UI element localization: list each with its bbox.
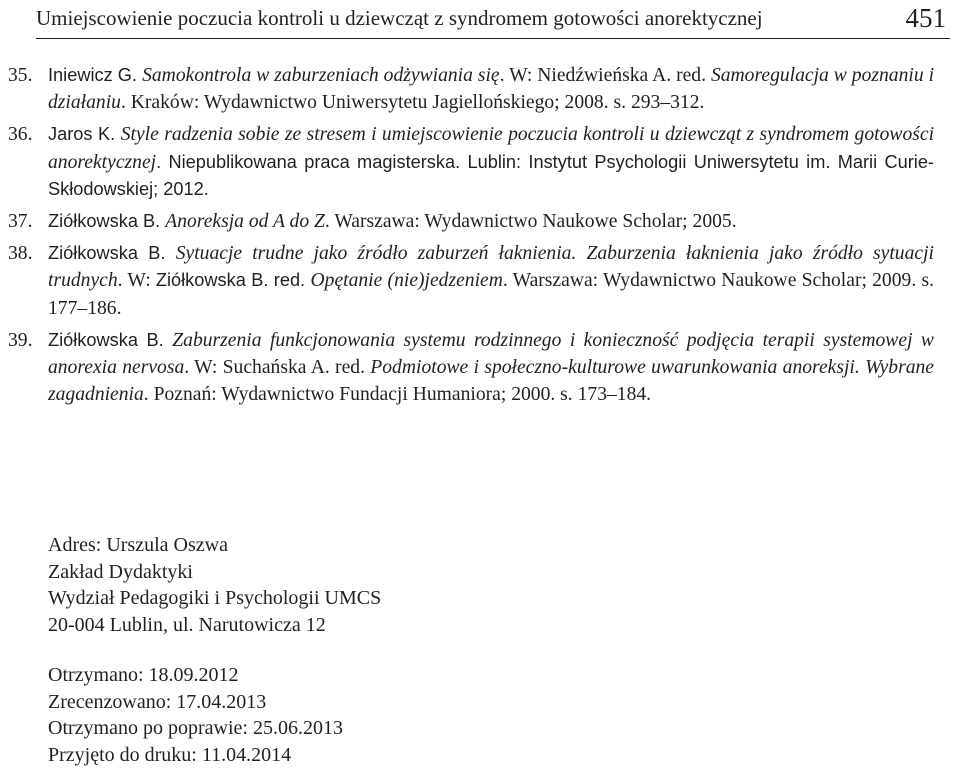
address-line: Zakład Dydaktyki bbox=[48, 560, 193, 583]
reference-text: . W: bbox=[117, 270, 156, 292]
reference-item bbox=[0, 240, 934, 322]
address-line: Wydział Pedagogiki i Psychologii UMCS bbox=[48, 587, 382, 609]
address-line: 20-004 Lublin, ul. Narutowicza 12 bbox=[48, 613, 326, 636]
reference-number: 36. bbox=[8, 124, 33, 146]
reference-item bbox=[0, 62, 934, 116]
reference-number: 35. bbox=[8, 65, 33, 86]
reference-author: Iniewicz G. bbox=[48, 65, 143, 85]
running-title: Umiejscowienie poczucia kontroli u dziewcząt z syndromem gotowości anorektycznej bbox=[36, 6, 763, 30]
reference-title: Podmiotowe i społeczno-kulturowe uwarunkowania anoreksji. Wybrane zagadnienia bbox=[48, 357, 935, 406]
date-revised: Otrzymano po poprawie: 25.06.2013 bbox=[48, 717, 343, 739]
reference-number: 38. bbox=[8, 243, 33, 265]
reference-title: Samoregulacja w poznaniu i działaniu bbox=[48, 65, 935, 114]
reference-text: . Niepublikowana praca magisterska. Lublin: Instytut Psychologii Uniwersytetu im. Marii Curie-Skłodowskiej; 2012. bbox=[48, 151, 934, 199]
reference-list bbox=[0, 62, 960, 413]
reference-text: . Poznań: Wydawnictwo Fundacji Humaniora; 2000. s. 173–184. bbox=[143, 384, 652, 406]
date-reviewed: Zrecenzowano: 17.04.2013 bbox=[48, 690, 267, 713]
reference-item bbox=[0, 327, 934, 409]
reference-text: Ziółkowska B. red. bbox=[155, 270, 311, 291]
reference-text: . Kraków: Wydawnictwo Uniwersytetu Jagiellońskiego; 2008. s. 293–312. bbox=[120, 92, 705, 114]
publication-dates bbox=[48, 662, 343, 768]
address-line: Adres: Urszula Oszwa bbox=[48, 534, 228, 556]
reference-title: Samokontrola w zaburzeniach odżywiania się bbox=[142, 65, 500, 86]
reference-text: . Warszawa: Wydawnictwo Naukowe Scholar; 2005. bbox=[324, 211, 737, 233]
date-accepted: Przyjęto do druku: 11.04.2014 bbox=[48, 743, 292, 766]
reference-text: . W: Niedźwieńska A. red. bbox=[499, 65, 711, 86]
page-header bbox=[36, 4, 950, 39]
reference-number: 39. bbox=[8, 329, 33, 351]
reference-number: 37. bbox=[8, 211, 33, 233]
reference-author: Ziółkowska B. bbox=[48, 329, 173, 350]
reference-title: Style radzenia sobie ze stresem i umiejscowienie poczucia kontroli u dziewcząt z syndromem gotowości anorektycznej bbox=[48, 124, 935, 173]
reference-text: . W: Suchańska A. red. bbox=[184, 357, 371, 379]
reference-item bbox=[0, 121, 934, 203]
reference-title: Anoreksja od A do Z bbox=[165, 211, 325, 233]
date-received: Otrzymano: 18.09.2012 bbox=[48, 664, 239, 686]
reference-text: . Warszawa: Wydawnictwo Naukowe Scholar; 2009. s. 177–186. bbox=[48, 270, 934, 319]
reference-author: Ziółkowska B. bbox=[48, 211, 166, 232]
reference-title: Sytuacje trudne jako źródło zaburzeń łaknienia. Zaburzenia łaknienia jako źródło sytuacji trudnych bbox=[48, 243, 934, 292]
author-address bbox=[48, 532, 381, 638]
reference-author: Ziółkowska B. bbox=[48, 243, 176, 264]
reference-author: Jaros K. bbox=[48, 124, 121, 145]
page-number: 451 bbox=[905, 3, 946, 33]
reference-title: Opętanie (nie)jedzeniem bbox=[310, 270, 503, 292]
reference-title: Zaburzenia funkcjonowania systemu rodzinnego i konieczność podjęcia terapii systemowej w anorexia nervosa bbox=[48, 329, 934, 379]
reference-item bbox=[0, 208, 934, 235]
